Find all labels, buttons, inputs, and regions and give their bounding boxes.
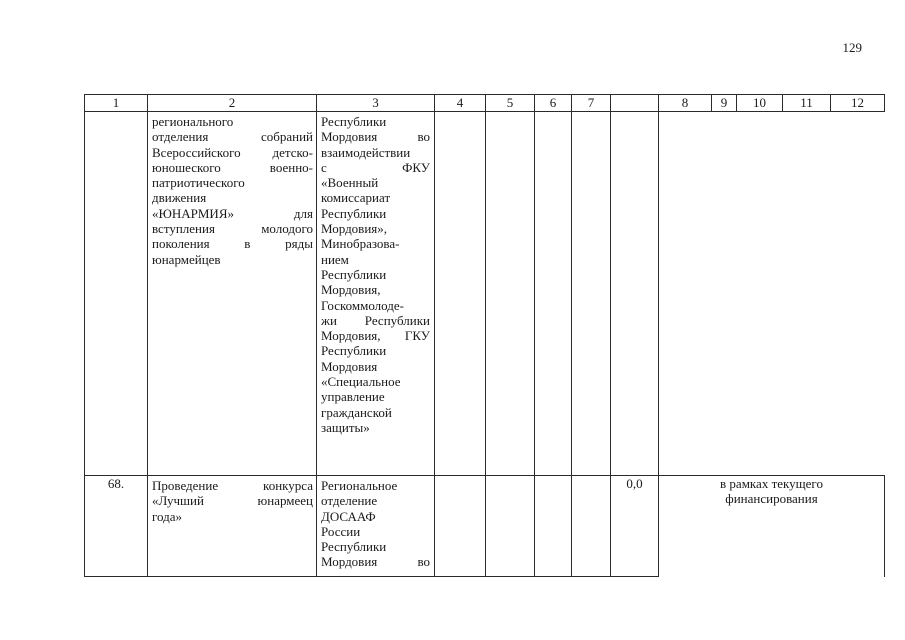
executor-line: Республики (321, 343, 387, 359)
continued-event-cell (148, 112, 317, 476)
executor-line: отделение (321, 493, 378, 509)
executor-line: комиссариат (321, 190, 391, 206)
header-col-3: 3 (317, 95, 435, 112)
header-col-8: 8 (659, 95, 712, 112)
executor-line: ДОСААФ (321, 508, 376, 524)
financing-line: финансирования (725, 491, 818, 506)
executor-line: Мордовия, ГКУ (321, 328, 430, 344)
row-68-amount: 0,0 (611, 476, 659, 577)
row-68-executor-cell (317, 476, 435, 577)
executor-line: Республики (321, 114, 387, 129)
header-col-6: 6 (535, 95, 572, 112)
header-col-4: 4 (435, 95, 486, 112)
plan-table (84, 94, 885, 577)
row-number: 68. (85, 476, 148, 577)
column-number-header-row (85, 95, 885, 112)
table-row-continued (85, 112, 885, 476)
executor-line: управление (321, 389, 385, 405)
continued-cell-5 (486, 112, 535, 476)
executor-line: Региональное (321, 478, 398, 493)
continued-cell-4 (435, 112, 486, 476)
executor-line: «Специальное (321, 374, 401, 390)
event-line: поколения в ряды (152, 236, 313, 252)
executor-line: Мордовия», (321, 221, 388, 237)
event-line: Всероссийского детско- (152, 144, 313, 160)
event-line: юнармейцев (152, 251, 221, 267)
header-col-1: 1 (85, 95, 148, 112)
header-col-10: 10 (737, 95, 783, 112)
executor-line: Мордовия, (321, 282, 381, 298)
event-line: года» (152, 508, 183, 524)
table-row-68 (85, 476, 885, 577)
executor-line: Мордовия во (321, 554, 430, 570)
header-col-blank (611, 95, 659, 112)
executor-line: «Военный (321, 175, 379, 191)
event-line: Проведение конкурса (152, 478, 313, 493)
financing-line: в рамках текущего (720, 476, 823, 491)
executor-line: взаимодействии (321, 144, 411, 160)
executor-line: жи Республики (321, 312, 430, 328)
event-line: патриотического (152, 175, 245, 191)
continued-number-cell (85, 112, 148, 476)
header-col-12: 12 (831, 95, 885, 112)
event-line: «Лучший юнармеец (152, 493, 313, 509)
executor-line: нием (321, 251, 349, 267)
executor-line: Минобразова- (321, 236, 400, 252)
event-line: вступления молодого (152, 221, 313, 237)
continued-cells-8-12 (659, 112, 885, 476)
row-68-cell-5 (486, 476, 535, 577)
continued-executor-cell (317, 112, 435, 476)
row-68-cell-6 (535, 476, 572, 577)
executor-line: Республики (321, 205, 387, 221)
executor-line: с ФКУ (321, 159, 430, 175)
event-line: «ЮНАРМИЯ» для (152, 205, 313, 221)
header-col-9: 9 (712, 95, 737, 112)
event-line: регионального (152, 114, 234, 129)
executor-line: России (321, 523, 361, 539)
event-line: отделения собраний (152, 129, 313, 145)
executor-line: Госкоммолоде- (321, 297, 404, 313)
event-line: юношеского военно- (152, 159, 313, 175)
executor-line: Мордовия во (321, 129, 430, 145)
header-col-5: 5 (486, 95, 535, 112)
row-68-cell-4 (435, 476, 486, 577)
row-68-financing-note (659, 476, 885, 577)
row-68-cell-7 (572, 476, 611, 577)
continued-cell-6 (535, 112, 572, 476)
executor-line: Мордовия (321, 358, 378, 374)
event-line: движения (152, 190, 207, 206)
continued-cell-7 (572, 112, 611, 476)
header-col-7: 7 (572, 95, 611, 112)
executor-line: защиты» (321, 419, 370, 435)
header-col-2: 2 (148, 95, 317, 112)
page-number: 129 (842, 40, 862, 55)
executor-line: Республики (321, 539, 387, 555)
header-col-11: 11 (783, 95, 831, 112)
continued-cell-blank (611, 112, 659, 476)
executor-line: гражданской (321, 404, 392, 420)
row-68-event-cell (148, 476, 317, 577)
executor-line: Республики (321, 266, 387, 282)
